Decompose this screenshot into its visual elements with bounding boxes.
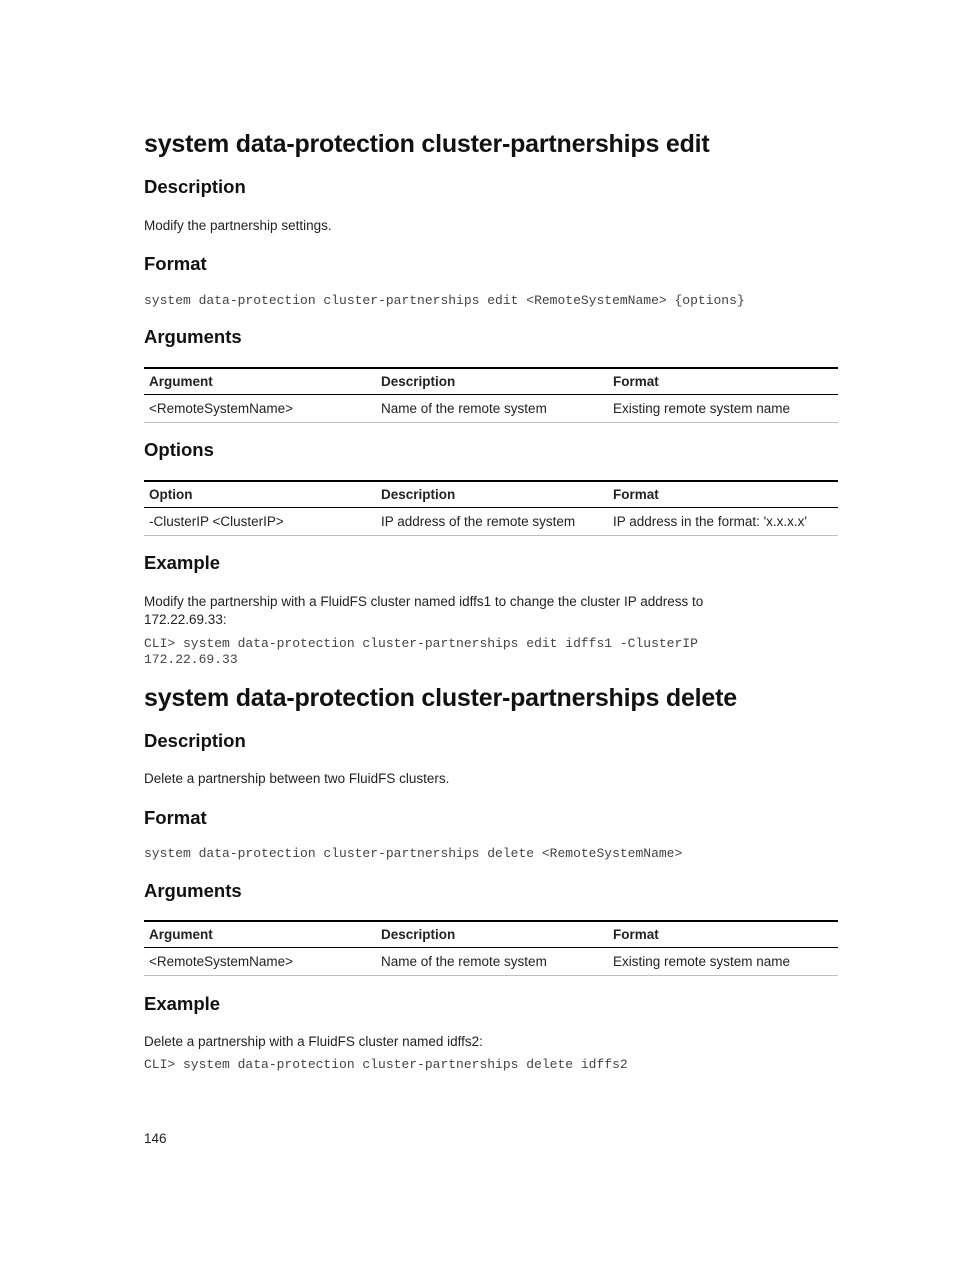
delete-description-heading: Description (144, 730, 246, 751)
column-header-format: Format (608, 921, 838, 948)
delete-command-title: system data-protection cluster-partnerships delete (144, 684, 737, 712)
table-cell: IP address in the format: 'x.x.x.x' (608, 508, 838, 536)
edit-example-text-line2: 172.22.69.33: (144, 612, 227, 627)
page-number: 146 (144, 1131, 167, 1146)
edit-arguments-heading: Arguments (144, 326, 242, 347)
delete-arguments-heading: Arguments (144, 880, 242, 901)
edit-example-heading: Example (144, 552, 221, 573)
edit-options-heading: Options (144, 439, 214, 460)
column-header-description: Description (376, 921, 608, 948)
column-header-description: Description (376, 368, 608, 395)
delete-format-code: system data-protection cluster-partnerships delete <RemoteSystemName> (144, 846, 683, 861)
column-header-format: Format (608, 481, 838, 508)
table-cell: <RemoteSystemName> (144, 948, 376, 976)
table-cell: Name of the remote system (376, 948, 608, 976)
edit-description-text: Modify the partnership settings. (144, 218, 332, 233)
edit-arguments-table (144, 367, 838, 423)
edit-options-table (144, 480, 838, 536)
table-row (144, 948, 838, 976)
edit-description-heading: Description (144, 176, 246, 197)
delete-example-code: CLI> system data-protection cluster-partnerships delete idffs2 (144, 1057, 628, 1072)
table-cell: Name of the remote system (376, 395, 608, 423)
edit-example-text-line1: Modify the partnership with a FluidFS cluster named idffs1 to change the cluster IP address to (144, 594, 704, 609)
table-header-row (144, 481, 838, 508)
table-cell: IP address of the remote system (376, 508, 608, 536)
table-cell: <RemoteSystemName> (144, 395, 376, 423)
edit-format-code: system data-protection cluster-partnerships edit <RemoteSystemName> {options} (144, 293, 745, 308)
edit-example-code-line2: 172.22.69.33 (144, 652, 238, 667)
table-header-row (144, 921, 838, 948)
column-header-argument: Argument (144, 921, 376, 948)
delete-description-text: Delete a partnership between two FluidFS clusters. (144, 771, 450, 786)
column-header-option: Option (144, 481, 376, 508)
edit-format-heading: Format (144, 253, 207, 274)
column-header-argument: Argument (144, 368, 376, 395)
edit-example-code-line1: CLI> system data-protection cluster-partnerships edit idffs1 -ClusterIP (144, 636, 698, 651)
delete-arguments-table (144, 920, 838, 976)
edit-command-title: system data-protection cluster-partnerships edit (144, 130, 710, 158)
delete-example-heading: Example (144, 993, 221, 1014)
table-cell: -ClusterIP <ClusterIP> (144, 508, 376, 536)
table-cell: Existing remote system name (608, 948, 838, 976)
table-row (144, 395, 838, 423)
table-row (144, 508, 838, 536)
table-header-row (144, 368, 838, 395)
column-header-format: Format (608, 368, 838, 395)
column-header-description: Description (376, 481, 608, 508)
delete-example-text: Delete a partnership with a FluidFS cluster named idffs2: (144, 1034, 483, 1049)
delete-format-heading: Format (144, 807, 207, 828)
table-cell: Existing remote system name (608, 395, 838, 423)
